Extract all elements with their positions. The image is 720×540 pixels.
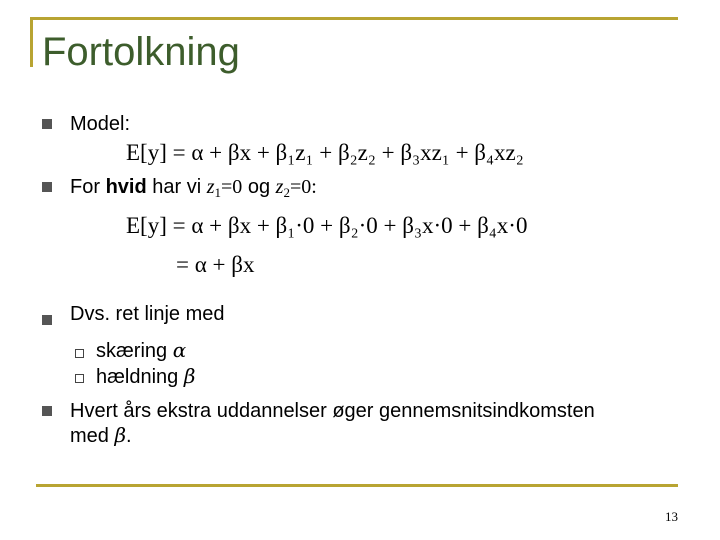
bullet-marker xyxy=(42,315,52,325)
beta-symbol: β xyxy=(183,364,196,388)
hvid-formula-line2: = α + βx xyxy=(176,252,255,277)
beta-symbol-inline: β xyxy=(114,423,127,447)
alpha-symbol: α xyxy=(172,338,187,362)
hvid-prefix: For xyxy=(70,176,106,198)
subbullet-marker xyxy=(75,374,84,383)
z2-var: z xyxy=(275,176,284,198)
hvid-bold: hvid xyxy=(105,176,147,198)
z1-eq: =0 xyxy=(221,176,243,198)
model-formula: E[y] = α + βx + β₁z₁ + β₂z₂ + β₃xz₁ + β₄xz₂ xyxy=(126,140,524,165)
z2-eq: =0: xyxy=(289,176,317,198)
bullet-marker xyxy=(42,406,52,416)
bullet-marker xyxy=(42,182,52,192)
bullet-marker xyxy=(42,119,52,129)
haeldning-line xyxy=(96,364,195,389)
skaering-label: skæring xyxy=(96,340,173,362)
frame-left-rule xyxy=(30,17,33,67)
slide-title: Fortolkning xyxy=(42,30,240,74)
hvert-line2-suffix: . xyxy=(126,425,132,447)
hvert-line2-prefix: med xyxy=(70,425,115,447)
z1-expression xyxy=(207,176,243,198)
hvid-mid: har vi xyxy=(146,176,207,198)
z1-sub: 1 xyxy=(214,185,222,200)
hvid-line xyxy=(70,175,317,205)
skaering-line xyxy=(96,338,186,363)
z2-sub: 2 xyxy=(283,185,290,200)
z2-expression xyxy=(276,176,317,198)
hvert-line2 xyxy=(70,423,132,448)
z1-var: z xyxy=(206,176,215,198)
frame-top-rule xyxy=(30,17,678,20)
dvs-line: Dvs. ret linje med xyxy=(70,303,225,325)
hvid-formula-line1: E[y] = α + βx + β₁·0 + β₂·0 + β₃x·0 + β₄x·0 xyxy=(126,213,528,238)
hvert-line1: Hvert års ekstra uddannelser øger gennemsnitsindkomsten xyxy=(70,400,595,422)
subbullet-marker xyxy=(75,349,84,358)
hvid-og: og xyxy=(242,176,276,198)
model-label: Model: xyxy=(70,113,131,135)
haeldning-label: hældning xyxy=(96,366,184,388)
page-number: 13 xyxy=(665,509,678,524)
frame-bottom-rule xyxy=(36,484,678,487)
